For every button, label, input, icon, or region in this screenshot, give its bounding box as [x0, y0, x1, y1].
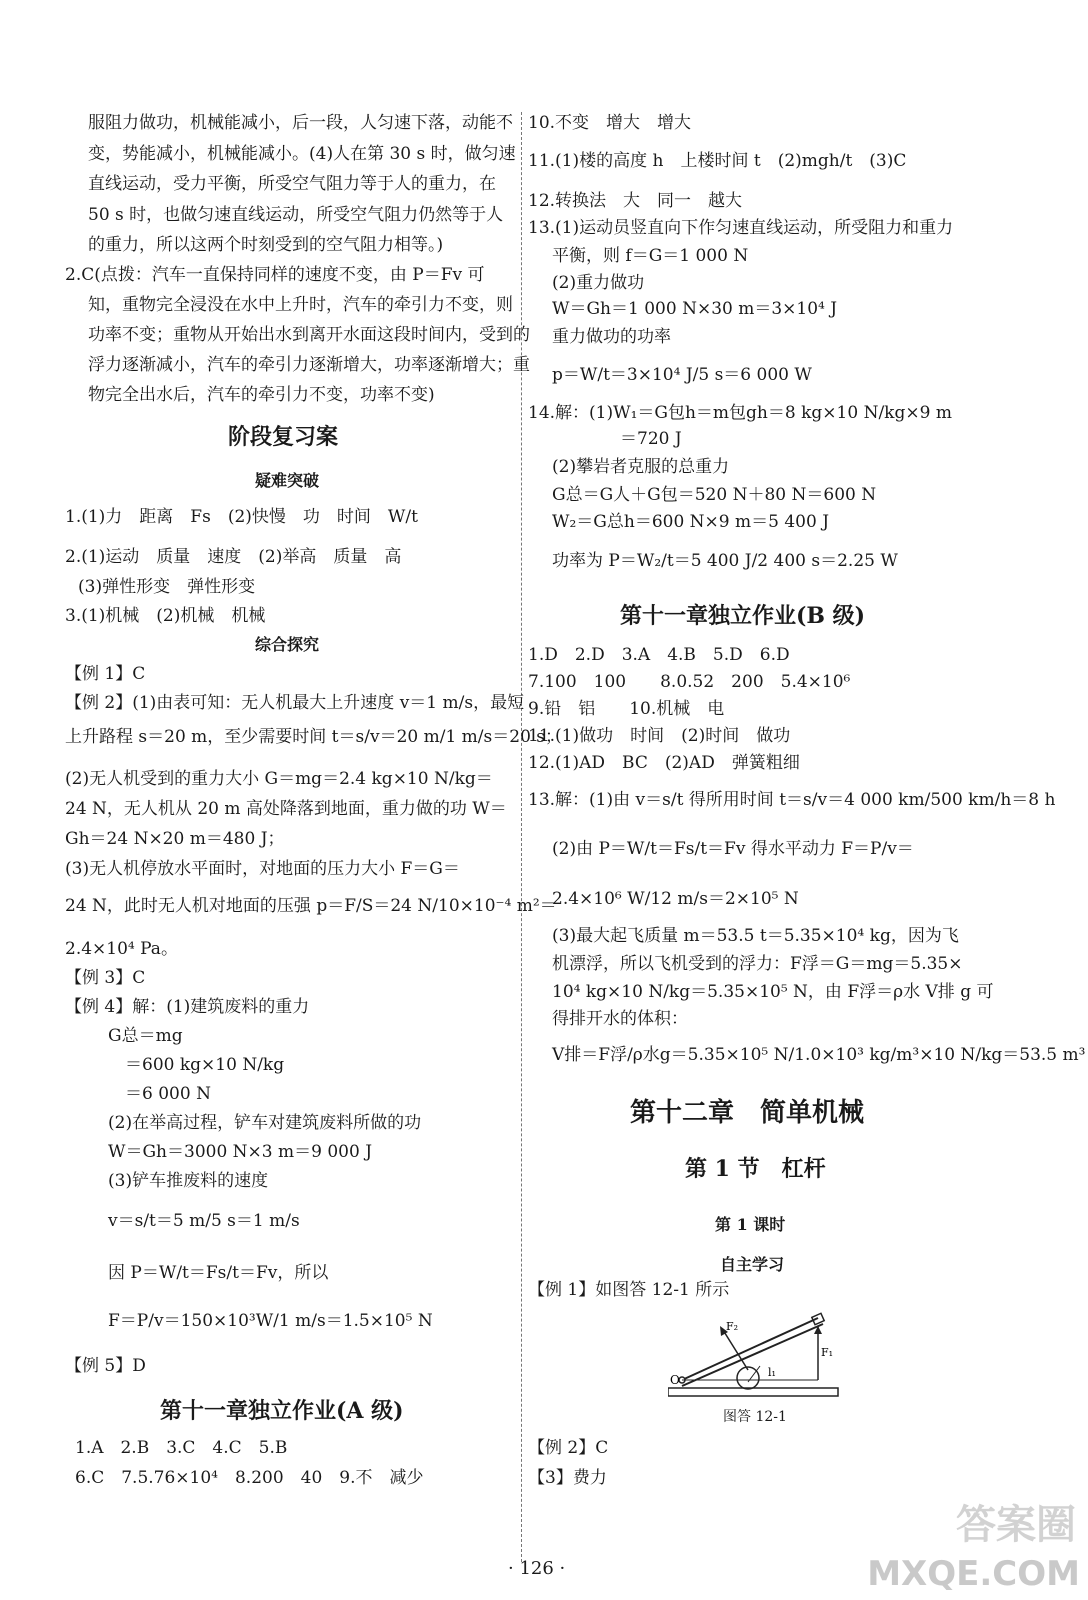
text-line: 知，重物完全浸没在水中上升时，汽车的牵引力不变，则 [88, 295, 513, 315]
text-line: 【例 2】C [528, 1438, 609, 1458]
text-line: 【例 5】D [65, 1356, 146, 1376]
text-line: G总＝mg [108, 1026, 183, 1046]
subsection-title: 疑难突破 [255, 471, 320, 490]
text-line: 10.不变 增大 增大 [528, 113, 692, 133]
text-line: 【例 1】如图答 12-1 所示 [528, 1280, 730, 1300]
text-line: 【例 4】解：(1)建筑废料的重力 [65, 997, 310, 1017]
text-line: V排＝F浮/ρ水g＝5.35×10⁵ N/1.0×10³ kg/m³×10 N/kg＝53.5 m³ [552, 1045, 1086, 1065]
text-line: (2)攀岩者克服的总重力 [552, 457, 730, 477]
text-line: 【3】费力 [528, 1468, 607, 1488]
text-line: Gh＝24 N×20 m＝480 J； [65, 829, 285, 849]
text-line: 1.(1)力 距离 Fs (2)快慢 功 时间 W/t [65, 507, 418, 527]
text-line: ＝6 000 N [125, 1084, 211, 1104]
section-title: 阶段复习案 [228, 424, 339, 450]
text-line: 11.(1)楼的高度 h 上楼时间 t (2)mgh/t (3)C [528, 151, 907, 171]
text-line: 直线运动，受力平衡，所受空气阻力等于人的重力，在 [88, 174, 496, 194]
text-line: W₂＝G总h＝600 N×9 m＝5 400 J [552, 512, 830, 532]
text-line: 服阻力做功，机械能减小，后一段，人匀速下落，动能不 [88, 113, 513, 133]
text-line: 9.铅 铝 10.机械 电 [528, 699, 725, 719]
text-line: 13.解：(1)由 v＝s/t 得所用时间 t＝s/v＝4 000 km/500 km/h＝8 h [528, 790, 1056, 810]
figure-caption: 图答 12-1 [723, 1409, 787, 1425]
text-line: (3)无人机停放水平面时，对地面的压力大小 F＝G＝ [65, 859, 460, 879]
page-number: · 126 · [508, 1558, 566, 1579]
text-line: W＝Gh＝1 000 N×30 m＝3×10⁴ J [552, 299, 838, 319]
figure-label: F₁ [821, 1346, 834, 1359]
text-line: 6.C 7.5.76×10⁴ 8.200 40 9.不 减少 [75, 1468, 424, 1488]
text-line: 上升路程 s＝20 m，至少需要时间 t＝s/v＝20 m/1 m/s＝20 s； [65, 727, 563, 747]
text-line: (3)弹性形变 弹性形变 [78, 577, 256, 597]
text-line: 50 s 时，也做匀速直线运动，所受空气阻力仍然等于人 [88, 205, 504, 225]
text-line: 1.A 2.B 3.C 4.C 5.B [75, 1438, 288, 1458]
text-line: 机漂浮，所以飞机受到的浮力：F浮＝G＝mg＝5.35× [552, 954, 963, 974]
text-line: 1.D 2.D 3.A 4.B 5.D 6.D [528, 645, 790, 665]
subsection-title: 综合探究 [255, 635, 320, 654]
ground-base [668, 1388, 838, 1396]
text-line: 13.(1)运动员竖直向下作匀速直线运动，所受阻力和重力 [528, 218, 954, 238]
text-line: (3)铲车推废料的速度 [108, 1171, 269, 1191]
text-line: 得排开水的体积： [552, 1009, 688, 1029]
lever-figure [668, 1310, 843, 1434]
text-line: 平衡，则 f＝G＝1 000 N [552, 246, 749, 266]
text-line: 24 N，无人机从 20 m 高处降落到地面，重力做的功 W＝ [65, 799, 507, 819]
text-line: (2)由 P＝W/t＝Fs/t＝Fv 得水平动力 F＝P/v＝ [552, 839, 914, 859]
text-line: (2)在举高过程，铲车对建筑废料所做的功 [108, 1113, 422, 1133]
roller [737, 1367, 759, 1389]
text-line: 2.4×10⁴ Pa。 [65, 939, 178, 959]
text-line: (3)最大起飞质量 m＝53.5 t＝5.35×10⁴ kg，因为飞 [552, 926, 959, 946]
text-line: 12.转换法 大 同一 越大 [528, 191, 743, 211]
text-line: 11.(1)做功 时间 (2)时间 做功 [528, 726, 791, 746]
text-line: 功率不变；重物从开始出水到离开水面这段时间内，受到的 [88, 325, 530, 345]
text-line: (2)重力做功 [552, 273, 645, 293]
text-line: 3.(1)机械 (2)机械 机械 [65, 606, 266, 626]
text-line: v＝s/t＝5 m/5 s＝1 m/s [108, 1211, 300, 1231]
text-line: 因 P＝W/t＝Fs/t＝Fv，所以 [108, 1263, 329, 1283]
text-line: G总＝G人＋G包＝520 N＋80 N＝600 N [552, 485, 877, 505]
text-line: ＝720 J [620, 429, 682, 449]
text-line: 2.C(点拨：汽车一直保持同样的速度不变，由 P＝Fv 可 [65, 265, 485, 285]
text-line: p＝W/t＝3×10⁴ J/5 s＝6 000 W [552, 365, 812, 385]
subsection-title: 自主学习 [720, 1255, 785, 1274]
section-title: 第十一章独立作业(A 级) [160, 1398, 404, 1424]
text-line: 12.(1)AD BC (2)AD 弹簧粗细 [528, 753, 800, 773]
text-line: 24 N，此时无人机对地面的压强 p＝F/S＝24 N/10×10⁻⁴ m²＝ [65, 896, 557, 916]
figure-label: l₁ [768, 1366, 776, 1379]
text-line: 功率为 P＝W₂/t＝5 400 J/2 400 s＝2.25 W [552, 551, 898, 571]
text-line: 变，势能减小，机械能减小。(4)人在第 30 s 时，做匀速 [88, 144, 516, 164]
section-title: 第十一章独立作业(B 级) [620, 603, 866, 629]
watermark-url: MXQE.COM [867, 1554, 1080, 1594]
text-line: 浮力逐渐减小，汽车的牵引力逐渐增大，功率逐渐增大；重 [88, 355, 530, 375]
lever-bar [682, 1318, 818, 1380]
text-line: 14.解：(1)W₁＝G包h＝m包gh＝8 kg×10 N/kg×9 m [528, 403, 952, 423]
figure-label: O [670, 1373, 680, 1387]
text-line: 的重力，所以这两个时刻受到的空气阻力相等。) [88, 235, 444, 255]
text-line: 【例 1】C [65, 664, 146, 684]
force-f2-arrow [723, 1330, 748, 1370]
text-line: 2.4×10⁶ W/12 m/s＝2×10⁵ N [552, 889, 799, 909]
text-line: F＝P/v＝150×10³W/1 m/s＝1.5×10⁵ N [108, 1311, 433, 1331]
text-line: 10⁴ kg×10 N/kg＝5.35×10⁵ N，由 F浮＝ρ水 V排 g 可 [552, 982, 994, 1002]
text-line: W＝Gh＝3000 N×3 m＝9 000 J [108, 1142, 373, 1162]
watermark-logo: 答案圈 [956, 1502, 1076, 1548]
text-line: 重力做功的功率 [552, 327, 671, 347]
text-line: 物完全出水后，汽车的牵引力不变，功率不变) [88, 385, 435, 405]
figure-label: F₂ [726, 1320, 739, 1333]
text-line: 【例 3】C [65, 968, 146, 988]
section-title: 第 1 节 杠杆 [685, 1156, 826, 1182]
text-line: 【例 2】(1)由表可知：无人机最大上升速度 v＝1 m/s，最短 [65, 693, 525, 713]
subsection-title: 第 1 课时 [715, 1215, 786, 1234]
text-line: 7.100 100 8.0.52 200 5.4×10⁶ [528, 672, 851, 692]
chapter-title: 第十二章 简单机械 [630, 1098, 865, 1128]
text-line: ＝600 kg×10 N/kg [125, 1055, 285, 1075]
text-line: (2)无人机受到的重力大小 G＝mg＝2.4 kg×10 N/kg＝ [65, 769, 493, 789]
text-line: 2.(1)运动 质量 速度 (2)举高 质量 高 [65, 547, 402, 567]
